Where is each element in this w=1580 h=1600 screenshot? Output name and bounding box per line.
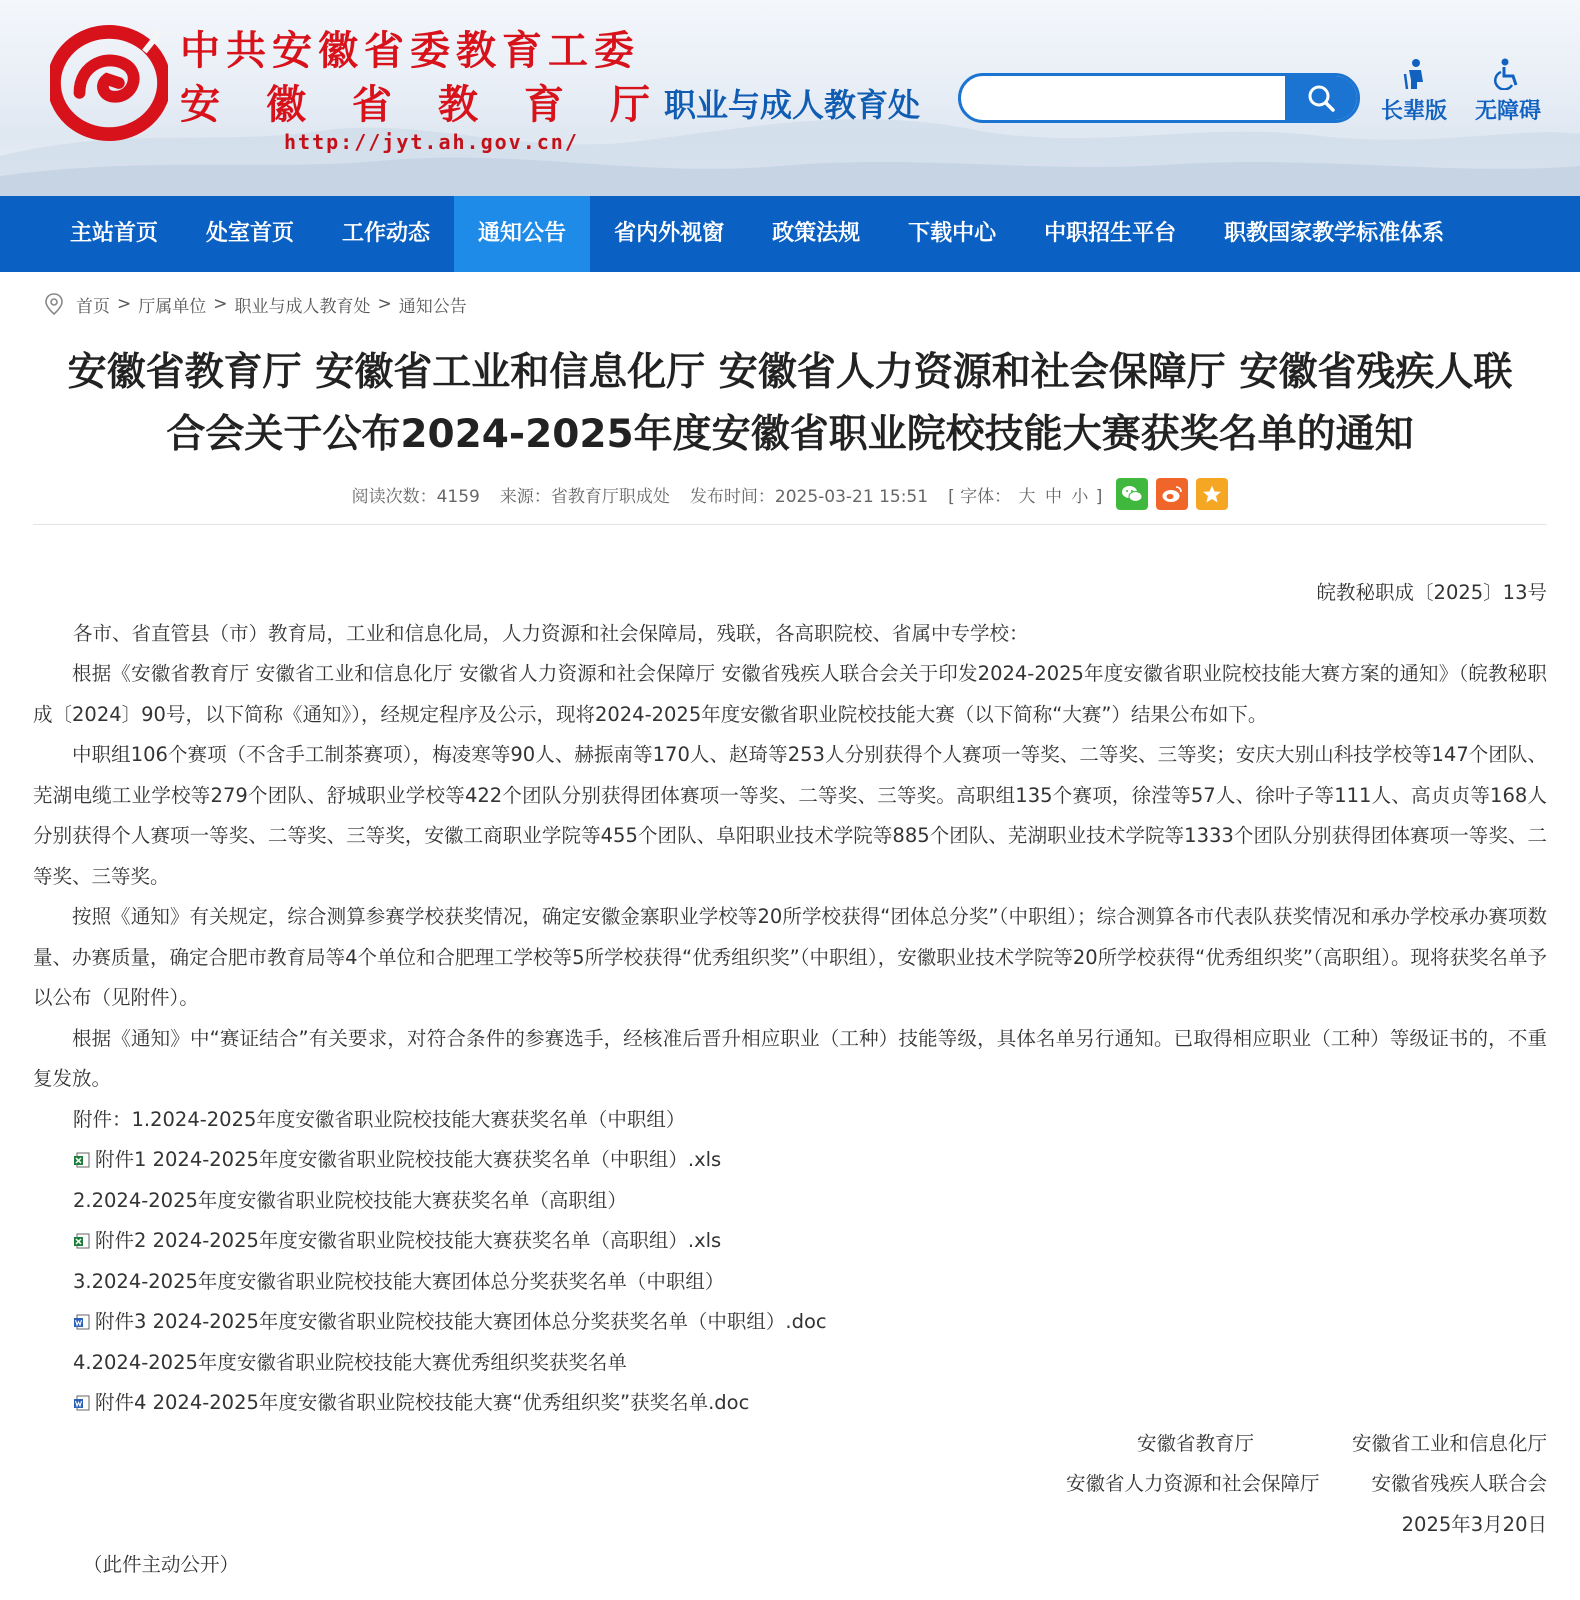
article-meta [0,476,1580,512]
title-divider [33,524,1547,525]
body-paragraph: 根据《通知》中“赛证结合”有关要求，对符合条件的参赛选手，经核准后晋升相应职业（工种）技能等级，具体名单另行通知。已取得相应职业（工种）等级证书的，不重复发放。 [33,1026,1547,1090]
elderly-mode-link[interactable] [1374,58,1454,125]
font-size-suffix: ] [1095,486,1103,507]
attachment-2-link[interactable] [33,1221,1547,1262]
nav-notices[interactable]: 通知公告 [454,196,590,272]
signature-org-3: 安徽省人力资源和社会保障厅 [1065,1472,1320,1495]
article-title-line1: 安徽省教育厅 安徽省工业和信息化厅 安徽省人力资源和社会保障厅 安徽省残疾人联 [67,350,1513,395]
font-size-large[interactable]: 大 [1018,486,1036,507]
word-file-icon [73,1313,91,1331]
nav-home[interactable]: 主站首页 [70,221,159,246]
wheelchair-icon [1493,58,1523,90]
font-size-prefix: [ 字体： [948,486,1012,507]
share-buttons [1116,478,1228,510]
edu-logo[interactable] [50,24,168,142]
attachments-intro: 附件：1.2024-2025年度安徽省职业院校技能大赛获奖名单（中职组） [73,1107,686,1131]
attachment-1-link[interactable] [33,1140,1547,1181]
favorite-button[interactable] [1196,478,1228,510]
attachment-2-title: 2.2024-2025年度安徽省职业院校技能大赛获奖名单（高职组） [73,1188,627,1212]
search-button[interactable] [1285,76,1357,120]
wechat-icon [1121,484,1143,504]
breadcrumb-separator: > [377,294,392,314]
attachment-3-title: 3.2024-2025年度安徽省职业院校技能大赛团体总分奖获奖名单（中职组） [73,1269,725,1293]
breadcrumb-home[interactable]: 首页 [76,296,110,317]
site-header [0,0,1580,196]
nav-enrollment[interactable]: 中职招生平台 [1044,221,1177,246]
org-title-line2: 安徽省教育厅 [180,82,696,128]
nav-window[interactable]: 省内外视窗 [614,221,725,246]
font-size-small[interactable]: 小 [1071,486,1089,507]
location-pin-icon [44,293,64,315]
nav-standards[interactable]: 职教国家教学标准体系 [1224,221,1445,246]
nav-work-news[interactable]: 工作动态 [342,221,431,246]
attachment-2-label: 附件2 2024-2025年度安徽省职业院校技能大赛获奖名单（高职组）.xls [95,1229,722,1252]
article-title-line2: 合会关于公布2024-2025年度安徽省职业院校技能大赛获奖名单的通知 [166,412,1414,457]
breadcrumb-notices[interactable]: 通知公告 [398,296,467,317]
document-number: 皖教秘职成〔2025〕13号 [1316,581,1547,604]
article-source: 来源：省教育厅职成处 [499,486,670,507]
site-url: http://jyt.ah.gov.cn/ [284,130,579,154]
breadcrumb-department[interactable]: 职业与成人教育处 [234,296,371,317]
body-paragraph: 根据《安徽省教育厅 安徽省工业和信息化厅 安徽省人力资源和社会保障厅 安徽省残疾人联合会关于印发2024-2025年度安徽省职业院校技能大赛方案的通知》（皖教秘职成〔2024〕90号，以下简称《通知》），经规定程序及公示，现将2024-2025年度安徽省职业院校技能大赛（以下简称“大赛”）结果公布如下。 [33,662,1547,726]
weibo-icon [1161,484,1183,504]
nav-policies[interactable]: 政策法规 [772,221,861,246]
star-icon [1202,484,1222,504]
main-nav [0,196,1580,272]
font-size-medium[interactable]: 中 [1044,486,1062,507]
attachment-3-label: 附件3 2024-2025年度安徽省职业院校技能大赛团体总分奖获奖名单（中职组）.doc [95,1310,827,1333]
org-title-line1: 中共安徽省委教育工委 [180,28,640,74]
body-paragraph: 按照《通知》有关规定，综合测算参赛学校获奖情况，确定安徽金寨职业学校等20所学校获得“团体总分奖”（中职组）；综合测算各市代表队获奖情况和承办学校承办赛项数量、办赛质量，确定合肥市教育局等4个单位和合肥理工学校等5所学校获得“优秀组织奖”（中职组），安徽职业技术学院等20所学校获得“优秀组织奖”（高职组）。现将获奖名单予以公布（见附件）。 [33,905,1547,1009]
nav-office-home[interactable]: 处室首页 [206,221,295,246]
accessibility-link[interactable] [1468,58,1548,125]
attachment-4-label: 附件4 2024-2025年度安徽省职业院校技能大赛“优秀组织奖”获奖名单.doc [95,1391,750,1414]
attachment-1-label: 附件1 2024-2025年度安徽省职业院校技能大赛获奖名单（中职组）.xls [95,1148,722,1171]
font-size-switcher [948,482,1102,507]
excel-file-icon [73,1151,91,1169]
signature-line-2 [33,1464,1547,1505]
view-count: 阅读次数：4159 [351,486,480,507]
nav-downloads[interactable]: 下载中心 [908,221,997,246]
publish-time: 发布时间：2025-03-21 15:51 [689,486,929,507]
signature-org-2: 安徽省工业和信息化厅 [1351,1431,1547,1455]
weibo-share-button[interactable] [1156,478,1188,510]
signature-line-1 [33,1424,1547,1465]
breadcrumb-separator: > [213,294,228,314]
signature-org-4: 安徽省残疾人联合会 [1371,1472,1547,1495]
attachment-3-link[interactable] [33,1302,1547,1343]
attachment-4-title: 4.2024-2025年度安徽省职业院校技能大赛优秀组织奖获奖名单 [73,1350,627,1374]
signature-date: 2025年3月20日 [1401,1512,1547,1536]
search-box [958,73,1360,123]
accessibility-label: 无障碍 [1474,99,1541,124]
search-input[interactable] [977,76,1271,122]
public-note: （此件主动公开） [83,1553,240,1576]
wechat-share-button[interactable] [1116,478,1148,510]
salutation: 各市、省直管县（市）教育局，工业和信息化局，人力资源和社会保障局，残联，各高职院校、省属中专学校： [73,621,1029,645]
search-icon [1306,83,1336,113]
elderly-mode-label: 长辈版 [1380,99,1447,124]
attachment-4-link[interactable] [33,1383,1547,1424]
excel-file-icon [73,1232,91,1250]
body-paragraph: 中职组106个赛项（不含手工制茶赛项），梅凌寒等90人、赫振南等170人、赵琦等253人分别获得个人赛项一等奖、二等奖、三等奖；安庆大别山科技学校等147个团队、芜湖电缆工业学校等279个团队、舒城职业学校等422个团队分别获得团体赛项一等奖、二等奖、三等奖。高职组135个赛项，徐滢等57人、徐叶子等111人、高贞贞等168人分别获得个人赛项一等奖、二等奖、三等奖，安徽工商职业学院等455个团队、阜阳职业技术学院等885个团队、芜湖职业技术学院等1333个团队分别获得团体赛项一等奖、二等奖、三等奖。 [33,743,1547,888]
article-title [30,336,1550,466]
breadcrumb-units[interactable]: 厅属单位 [138,296,207,317]
department-name: 职业与成人教育处 [664,86,921,124]
signature-org-1: 安徽省教育厅 [1136,1431,1254,1455]
article-body [33,573,1547,1586]
breadcrumb [0,272,1580,336]
word-file-icon [73,1394,91,1412]
breadcrumb-separator: > [117,294,132,314]
elderly-icon [1399,58,1429,90]
